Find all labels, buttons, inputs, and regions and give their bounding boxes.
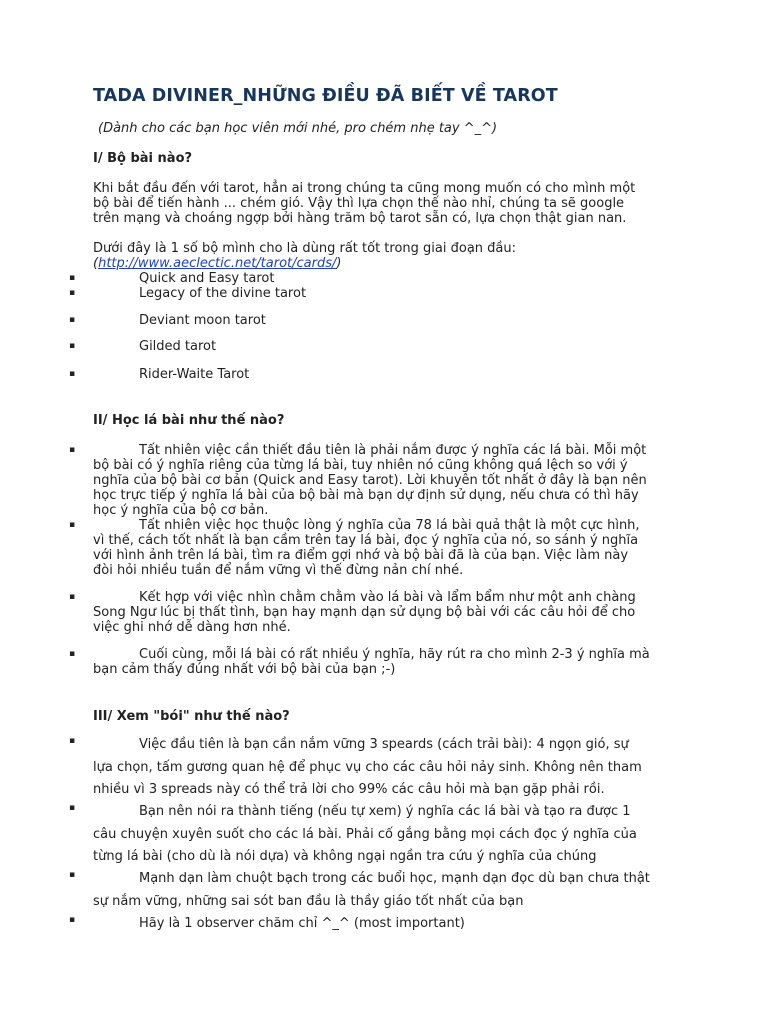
reading-tip-item: Việc đầu tiên là bạn cần nắm vững 3 speards (cách trải bài): 4 ngọn gió, sự lựa chọn, tấm gương quan hệ để phục vụ cho các câu hỏi nảy sinh. Không nên tham nhiều vì 3 spreads này có thể trả lời cho 99% các câu hỏi mà bạn gặp phải rồi.: [93, 737, 642, 797]
learning-tip-item: Kết hợp với việc nhìn chằm chằm vào lá bài và lẩm bẩm như một anh chàng Song Ngư lúc bị thất tình, bạn hay mạnh dạn sử dụng bộ bài với các câu hỏi để cho việc ghi nhớ dễ dàng hơn nhé.: [93, 590, 636, 635]
bullet-icon: ▪: [69, 273, 76, 283]
deck-item: Quick and Easy tarot: [139, 271, 275, 286]
reading-tip-item: Bạn nên nói ra thành tiếng (nếu tự xem) ý nghĩa các lá bài và tạo ra được 1 câu chuyện xuyên suốt cho các lá bài. Phải cố gắng bằng mọi cách đọc ý nghĩa của từng lá bài (cho dù là nói dựa) và không ngại ngần tra cứu ý nghĩa của chúng: [93, 804, 637, 864]
bullet-icon: ▪: [69, 649, 76, 659]
paragraph-line: Dưới đây là 1 số bộ mình cho là dùng rất tốt trong giai đoạn đầu:: [93, 241, 516, 256]
document-title: TADA DIVINER_NHỮNG ĐIỀU ĐÃ BIẾT VỀ TAROT: [93, 86, 558, 106]
bullet-icon: ▪: [69, 870, 76, 880]
paragraph-line: Khi bắt đầu đến với tarot, hẳn ai trong chúng ta cũng mong muốn có cho mình một: [93, 181, 636, 196]
link-line: [93, 256, 673, 271]
paragraph-line: trên mạng và choáng ngợp bởi hàng trăm bộ tarot sẵn có, lựa chọn thật gian nan.: [93, 211, 627, 226]
bullet-icon: ▪: [69, 369, 76, 379]
bullet-icon: ▪: [69, 592, 76, 602]
link-close-paren: ): [336, 256, 342, 271]
deck-item: Gilded tarot: [139, 339, 217, 354]
bullet-icon: ▪: [69, 915, 76, 925]
bullet-icon: ▪: [69, 341, 76, 351]
deck-item: Deviant moon tarot: [139, 313, 266, 328]
bullet-icon: ▪: [69, 315, 76, 325]
reading-tip-item: Mạnh dạn làm chuột bạch trong các buổi học, mạnh dạn đọc dù bạn chưa thật sự nắm vững, những sai sót ban đầu là thầy giáo tốt nhất của bạn: [93, 871, 650, 909]
deck-list-intro: [93, 241, 673, 271]
bullet-icon: ▪: [69, 520, 76, 530]
document-subtitle: (Dành cho các bạn học viên mới nhé, pro chém nhẹ tay ^_^): [98, 121, 498, 136]
bullet-icon: ▪: [69, 736, 76, 746]
learning-tip-item: Tất nhiên việc học thuộc lòng ý nghĩa của 78 lá bài quả thật là một cực hình, vì thế, cách tốt nhất là bạn cầm trên tay lá bài, đọc ý nghĩa của nó, so sánh ý nghĩa với hình ảnh trên lá bài, tìm ra điểm gợi nhớ và bộ bài đã là của bạn. Việc làm này đòi hỏi nhiều tuần để nắm vững vì thế đừng nản chí nhé.: [93, 518, 640, 578]
section-3-heading: III/ Xem "bói" như thế nào?: [93, 709, 290, 724]
bullet-icon: ▪: [69, 803, 76, 813]
deck-item: Legacy of the divine tarot: [139, 286, 307, 301]
paragraph-line: bộ bài để tiến hành ... chém gió. Vậy thì lựa chọn thế nào nhỉ, chúng ta sẽ google: [93, 196, 625, 211]
learning-tip-item: Cuối cùng, mỗi lá bài có rất nhiều ý nghĩa, hãy rút ra cho mình 2-3 ý nghĩa mà bạn cảm thấy đúng nhất với bộ bài của bạn ;-): [93, 647, 650, 677]
section-2-heading: II/ Học lá bài như thế nào?: [93, 413, 285, 428]
aeclectic-link[interactable]: http://www.aeclectic.net/tarot/cards/: [98, 256, 337, 271]
section-1-heading: I/ Bộ bài nào?: [93, 151, 193, 166]
deck-item: Rider-Waite Tarot: [139, 367, 250, 382]
link-open-paren: (: [93, 256, 99, 271]
reading-tip-item: Hãy là 1 observer chăm chỉ ^_^ (most important): [139, 916, 465, 931]
learning-tip-item: Tất nhiên việc cần thiết đầu tiên là phải nắm được ý nghĩa các lá bài. Mỗi một bộ bài có ý nghĩa riêng của từng lá bài, tuy nhiên nó cũng không quá lệch so với ý nghĩa của bộ bài cơ bản (Quick and Easy tarot). Lời khuyên tốt nhất ở đây là bạn nên học trực tiếp ý nghĩa lá bài của bộ bài mà bạn dự định sử dụng, nếu chưa có thì hãy học ý nghĩa của bộ cơ bản.: [93, 443, 647, 518]
bullet-icon: ▪: [69, 288, 76, 298]
section-1-intro: [93, 181, 673, 226]
bullet-icon: ▪: [69, 445, 76, 455]
